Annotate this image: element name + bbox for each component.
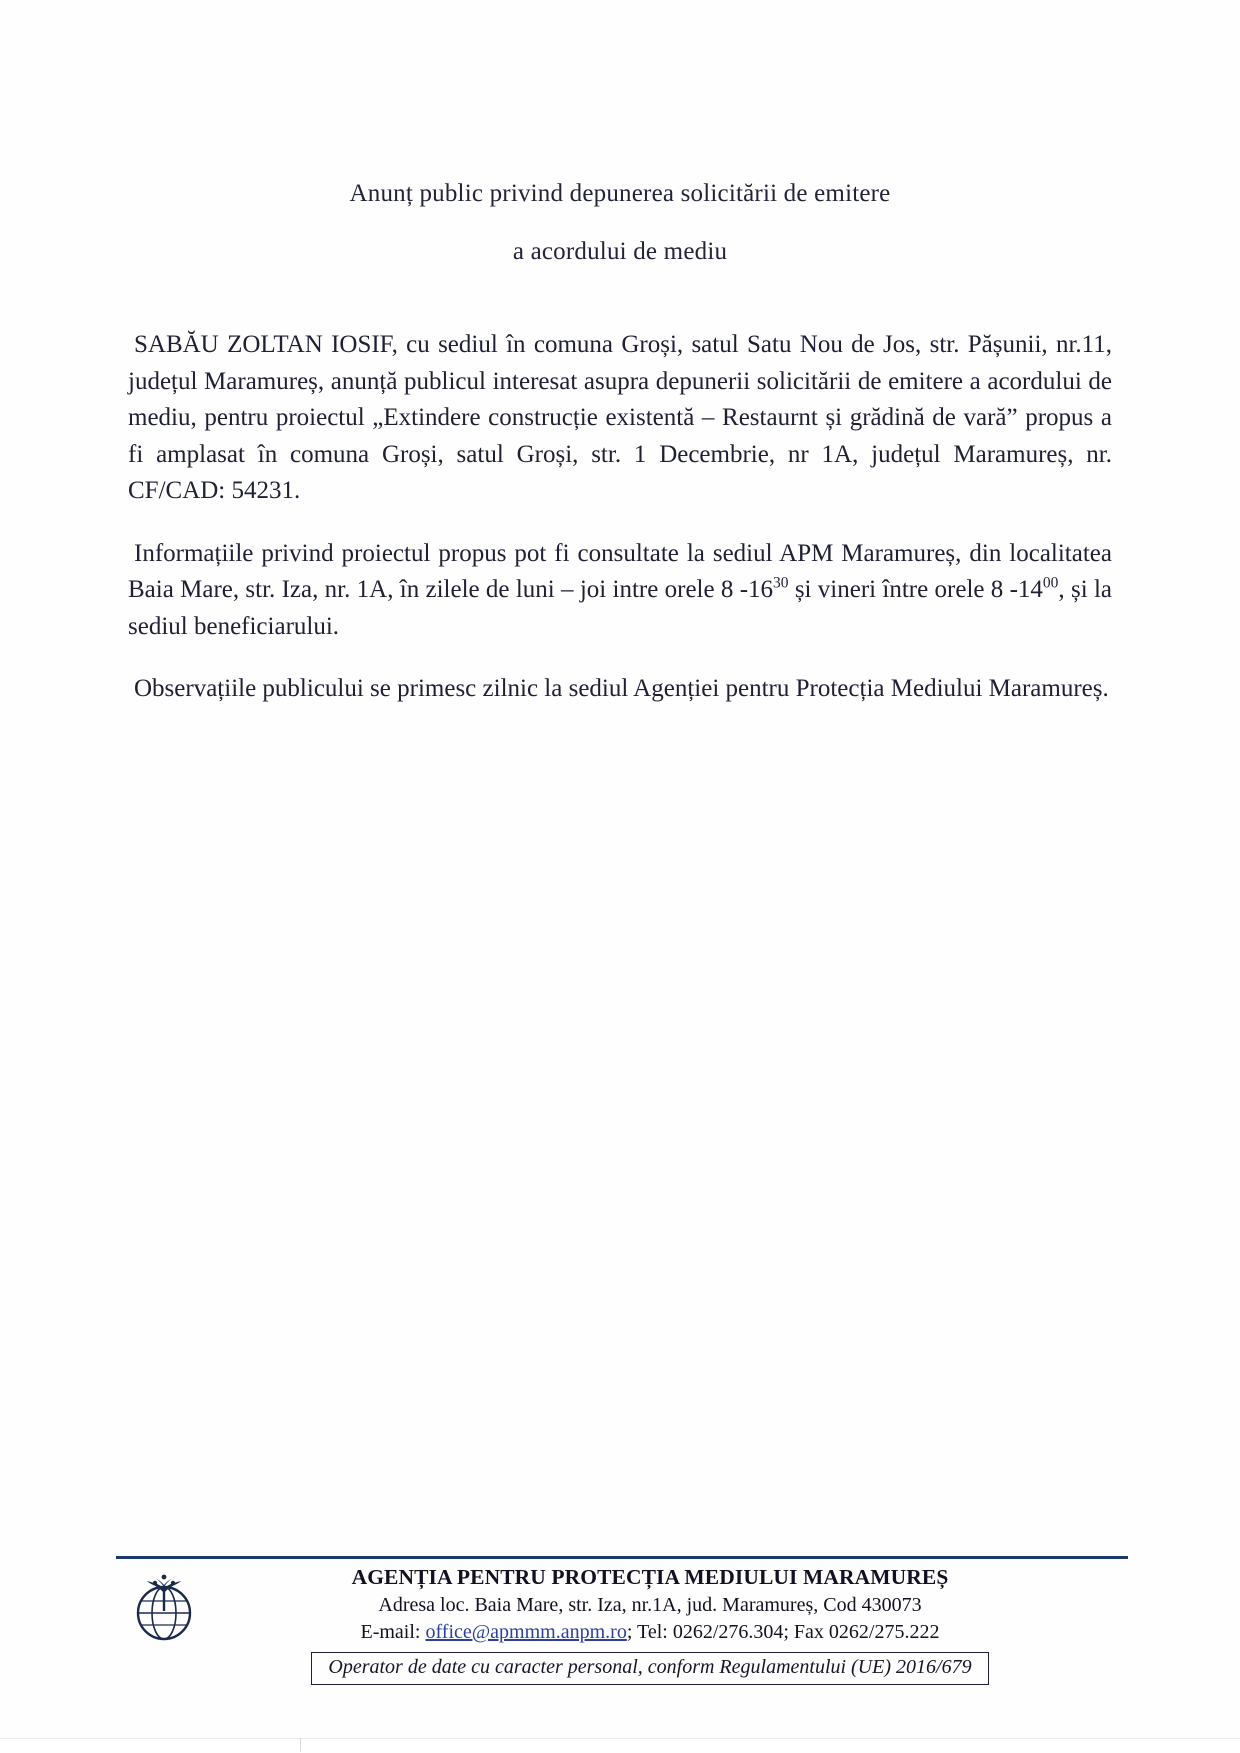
footer-contact [172,1621,1128,1644]
paragraph-consultation-sup-1: 30 [773,574,789,592]
paragraph-consultation-text-3: , și la sediul beneficiarului. [128,576,1112,640]
paragraph-observations-text: Observațiile publicului se primesc zilnic la sediul Agenției pentru Protecția Mediului Maramureș. [134,675,1109,702]
paragraph-consultation-text-2: și vineri între orele 8 -14 [788,576,1043,603]
paragraph-applicant [128,327,1112,510]
footer-email-label: E-mail: [360,1621,426,1643]
paragraph-observations [128,671,1112,708]
paragraph-consultation-sup-2: 00 [1042,574,1059,592]
footer-agency-name: AGENȚIA PENTRU PROTECȚIA MEDIULUI MARAMUREȘ [351,1565,949,1589]
document-footer [116,1556,1128,1685]
footer-address: Adresa loc. Baia Mare, str. Iza, nr.1A, jud. Maramureș, Cod 430073 [378,1594,922,1616]
paragraph-consultation-text-1: Informațiile privind proiectul propus pot fi consultate la sediul APM Maramureș, din localitatea Baia Mare, str. Iza, nr. 1A, în zilele de luni – joi intre orele 8 -16 [128,539,1112,603]
footer-email-link[interactable]: office@apmmm.anpm.ro [425,1621,627,1643]
footer-contact-suffix: ; Tel: 0262/276.304; Fax 0262/275.222 [626,1621,940,1643]
document-title [128,180,1112,265]
paragraph-consultation [128,536,1112,646]
page-bottom-edge [0,1738,1240,1753]
title-line-1: Anunț public privind depunerea solicitării de emitere [349,180,891,207]
title-line-2: a acordului de mediu [512,237,728,265]
footer-gdpr-note: Operator de date cu caracter personal, conform Regulamentului (UE) 2016/679 [311,1652,988,1685]
paragraph-applicant-text: SABĂU ZOLTAN IOSIF, cu sediul în comuna Groși, satul Satu Nou de Jos, str. Pășunii, nr.11, județul Maramureș, anunță publicul interesat asupra depunerii solicitării de emitere a acordului de mediu, pentru proiectul „Extindere construcție existentă – Restaurnt și grădină de vară” propus a fi amplasat în comuna Groși, satul Groși, str. 1 Decembrie, nr 1A, județul Maramureș, nr. CF/CAD: 54231. [128,331,1112,504]
document-body [128,180,1112,730]
document-paragraphs [128,327,1112,708]
